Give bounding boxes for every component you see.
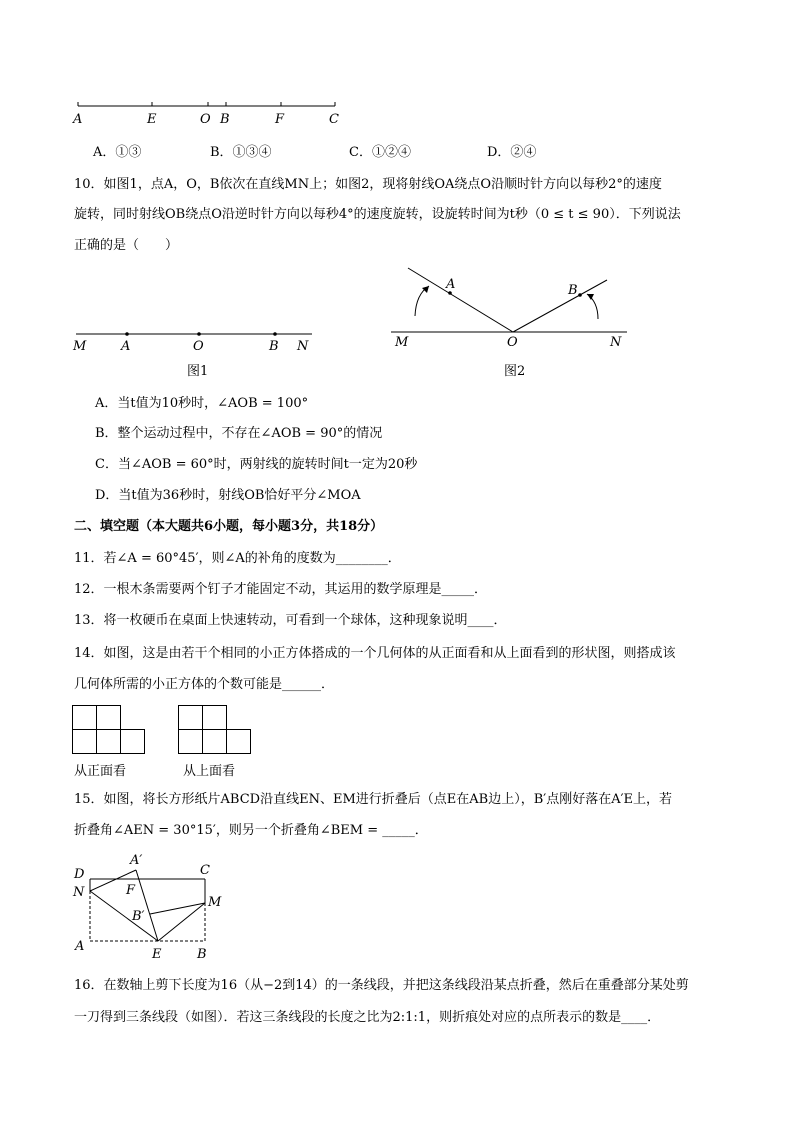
q15-label-E: E [152, 947, 162, 962]
fig2-caption: 图2 [504, 364, 526, 379]
q11-text: 11．若∠A = 60°45′，则∠A的补角的度数为________． [74, 551, 401, 566]
q9-option-a: A．①③ [93, 145, 142, 160]
fig2-label-B: B [568, 283, 578, 298]
q10-text-line1: 10．如图1，点A，O，B依次在直线MN上；如图2，现将射线OA绕点O沿顺时针方向以每秒2°的速度 [74, 177, 662, 192]
q9-option-d: D．②④ [487, 145, 537, 160]
q10-option-b: B．整个运动过程中，不存在∠AOB = 90°的情况 [95, 426, 383, 441]
q16-text-line1: 16．在数轴上剪下长度为16（从−2到14）的一条线段，并把这条线段沿某点折叠，然后在重叠部分某处剪 [74, 978, 689, 993]
fig2-label-O: O [507, 335, 518, 350]
q15-label-B-prime: B′ [132, 909, 145, 924]
q10-text-line3: 正确的是（ ） [74, 238, 179, 253]
fig1-label-M: M [73, 339, 87, 352]
q15-text-line2: 折叠角∠AEN = 30°15′，则另一个折叠角∠BEM = _____． [74, 823, 428, 838]
fig1-label-B: B [269, 339, 279, 352]
q15-label-D: D [74, 867, 85, 882]
q12-text: 12．一根木条需要两个钉子才能固定不动，其运用的数学原理是_____． [74, 582, 488, 597]
label-A: A [73, 112, 83, 127]
q14-top-view-caption: 从上面看 [183, 764, 236, 779]
q14-front-view-caption: 从正面看 [74, 764, 127, 779]
q14-text-line2: 几何体所需的小正方体的个数可能是______． [74, 677, 335, 692]
q15-label-C: C [200, 863, 210, 878]
label-C: C [329, 112, 339, 127]
q10-figure-2 [385, 262, 635, 352]
q13-text: 13．将一枚硬币在桌面上快速转动，可看到一个球体，这种现象说明____． [74, 613, 507, 628]
fig1-caption: 图1 [187, 364, 209, 379]
q15-label-N: N [73, 885, 85, 900]
q14-front-view-figure [72, 705, 147, 755]
q14-text-line1: 14．如图，这是由若干个相同的小正方体搭成的一个几何体的从正面看和从上面看到的形状图，则搭成该 [74, 646, 676, 661]
q9-option-b: B．①③④ [210, 145, 272, 160]
fig2-label-M: M [395, 335, 409, 350]
section-2-title: 二、填空题（本大题共6小题，每小题3分，共18分） [74, 519, 384, 534]
q15-label-A: A [75, 939, 85, 954]
fig1-label-N: N [297, 339, 309, 352]
q9-number-line-figure [70, 98, 350, 130]
q10-figure-1 [70, 322, 320, 352]
fig2-label-A: A [446, 277, 456, 292]
q10-text-line2: 旋转，同时射线OB绕点O沿逆时针方向以每秒4°的速度旋转，设旋转时间为t秒（0 ≤ t ≤ 90）．下列说法 [74, 207, 681, 222]
label-B: B [220, 112, 230, 127]
label-O: O [200, 112, 211, 127]
q15-label-B: B [197, 947, 207, 962]
q15-text-line1: 15．如图，将长方形纸片ABCD沿直线EN、EM进行折叠后（点E在AB边上），B′点刚好落在A′E上，若 [74, 792, 673, 807]
q16-text-line2: 一刀得到三条线段（如图）．若这三条线段的长度之比为2:1:1，则折痕处对应的点所表示的数是____． [74, 1010, 661, 1025]
q15-label-M: M [208, 895, 222, 910]
q15-fold-figure [70, 848, 235, 963]
label-E: E [147, 112, 157, 127]
q14-top-view-figure [178, 705, 253, 755]
fig1-label-O: O [193, 339, 204, 352]
q15-label-F: F [126, 883, 136, 898]
label-F: F [275, 112, 285, 127]
q10-option-c: C．当∠AOB = 60°时，两射线的旋转时间t一定为20秒 [95, 457, 418, 472]
q9-option-c: C．①②④ [349, 145, 411, 160]
q10-option-d: D．当t值为36秒时，射线OB恰好平分∠MOA [95, 488, 361, 503]
fig1-label-A: A [121, 339, 131, 352]
q10-option-a: A．当t值为10秒时，∠AOB = 100° [95, 396, 309, 411]
q15-label-A-prime: A′ [130, 853, 143, 868]
fig2-label-N: N [610, 335, 622, 350]
